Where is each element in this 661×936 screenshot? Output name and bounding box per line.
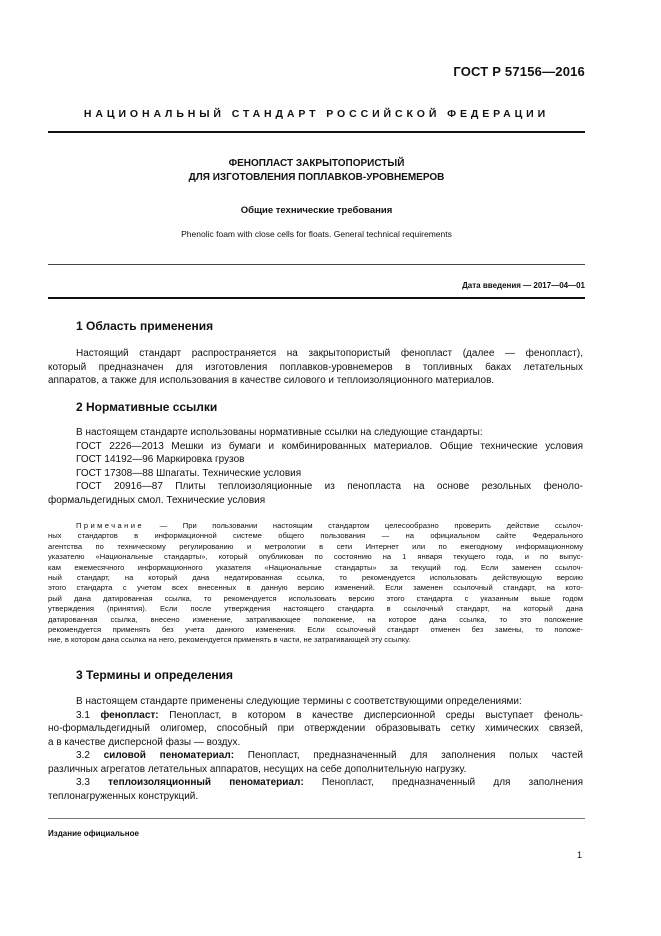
reference-item: ГОСТ 2226—2013 Мешки из бумаги и комбинированных материалов. Общие технические условия bbox=[76, 440, 583, 452]
note-line: датированная ссылка, внесено изменение, затрагивающее положение, на которое дана ссылка, то это положение bbox=[48, 614, 583, 624]
reference-item: формальдегидных смол. Технические условия bbox=[48, 494, 266, 506]
term-3-3-line bbox=[76, 776, 583, 790]
note-label: Примечание bbox=[76, 521, 144, 530]
term-3-1-line bbox=[76, 709, 583, 723]
title-line-2: ДЛЯ ИЗГОТОВЛЕНИЯ ПОПЛАВКОВ-УРОВНЕМЕРОВ bbox=[188, 172, 445, 183]
section-3-text bbox=[48, 695, 583, 803]
section-3-intro: В настоящем стандарте применены следующие термины с соответствующими определениями: bbox=[76, 696, 522, 707]
note-block bbox=[48, 521, 583, 646]
term-3-1-line: но-формальдегидный олигомер, способный при отверждении образовывать сетку химических связей, bbox=[48, 723, 583, 734]
term-name: фенопласт: bbox=[100, 709, 159, 721]
term-name: теплоизоляционный пеноматериал: bbox=[108, 777, 304, 788]
title-divider bbox=[48, 264, 585, 265]
document-code: ГОСТ Р 57156—2016 bbox=[453, 64, 585, 79]
term-definition: Пенопласт, предназначенный для заполнения полых частей bbox=[247, 750, 584, 761]
section-2-intro: В настоящем стандарте использованы нормативные ссылки на следующие стандарты: bbox=[76, 427, 483, 438]
note-line: ный стандарт, на который дана недатированная ссылка, то рекомендуется использовать действующую версию bbox=[48, 573, 583, 583]
document-subtitle: Общие технические требования bbox=[240, 205, 393, 216]
section-2-heading: 2 Нормативные ссылки bbox=[76, 400, 218, 414]
header-divider bbox=[48, 131, 585, 133]
term-3-2-line bbox=[76, 749, 583, 763]
page-number: 1 bbox=[576, 850, 582, 860]
national-standard-heading: НАЦИОНАЛЬНЫЙ СТАНДАРТ РОССИЙСКОЙ ФЕДЕРАЦИИ bbox=[83, 108, 550, 120]
section-1-line: который предназначен для изготовления поплавков-уровнемеров в топливных баках летательных bbox=[48, 361, 583, 373]
term-definition: Пенопласт, предназначенный для заполнения bbox=[321, 777, 583, 788]
section-1-line: аппаратов, а также для использования в качестве силового и теплоизоляционного материалов. bbox=[48, 375, 495, 386]
section-1-line: Настоящий стандарт распространяется на закрытопористый фенопласт (далее — фенопласт), bbox=[76, 348, 583, 359]
reference-item: ГОСТ 14192—96 Маркировка грузов bbox=[76, 454, 245, 465]
reference-item: ГОСТ 17308—88 Шпагаты. Технические условия bbox=[76, 467, 302, 479]
term-3-3-line: теплонагруженных конструкций. bbox=[48, 790, 199, 802]
reference-item: ГОСТ 20916—87 Плиты теплоизоляционные из пенопласта на основе резольных феноло- bbox=[76, 481, 583, 492]
note-line: этого стандарта с учетом всех внесенных в данную версию изменений. Если заменен ссылочный стандарт, на кото- bbox=[48, 583, 583, 593]
section-1-text bbox=[48, 347, 583, 388]
section-1-heading: 1 Область применения bbox=[76, 319, 214, 333]
document-title bbox=[48, 157, 585, 185]
note-line: утверждения (принятия). Если после утверждения настоящего стандарта в ссылочный стандарт, на который дана bbox=[48, 604, 583, 614]
section-2-text bbox=[48, 426, 583, 507]
term-number: 3.3 bbox=[76, 777, 90, 788]
term-3-2-line: различных агрегатов летательных аппаратов, несущих на себе дополнительную нагрузку. bbox=[48, 763, 467, 775]
title-line-1: ФЕНОПЛАСТ ЗАКРЫТОПОРИСТЫЙ bbox=[228, 158, 405, 169]
date-divider bbox=[48, 297, 585, 299]
note-line: рый дана датированная ссылка, то рекомендуется использовать версию этого стандарта с указанным выше годом bbox=[48, 593, 583, 603]
term-number: 3.1 bbox=[76, 709, 90, 721]
note-line: агентства по техническому регулированию и метрологии в сети Интернет или по ежегодному информационному bbox=[48, 541, 583, 551]
introduction-date: Дата введения — 2017—04—01 bbox=[462, 281, 585, 290]
term-number: 3.2 bbox=[76, 750, 90, 761]
note-line: ных стандартов в информационной системе общего пользования — на официальном сайте Федерального bbox=[48, 531, 583, 541]
note-line: указателю «Национальные стандарты», который опубликован по состоянию на 1 января текущего года, и по выпус- bbox=[48, 552, 583, 562]
section-3-heading: 3 Термины и определения bbox=[76, 668, 234, 682]
english-title: Phenolic foam with close cells for floats. General technical requirements bbox=[181, 229, 452, 239]
note-line: ние, в котором дана ссылка на него, рекомендуется применять в части, не затрагивающей эту ссылку. bbox=[48, 635, 411, 645]
note-line: рекомендуется применять без учета данного изменения. Если ссылочный стандарт отменен без замены, то положе- bbox=[48, 625, 583, 635]
term-name: силовой пеноматериал: bbox=[103, 750, 235, 761]
term-definition: Пенопласт, в котором в качестве дисперсионной среды выступает феноль- bbox=[169, 709, 583, 721]
official-edition-label: Издание официальное bbox=[48, 829, 139, 838]
note-line: кам ежемесячного информационного указателя «Национальные стандарты» за текущий год. Если заменен ссылоч- bbox=[48, 562, 583, 572]
footer-divider bbox=[48, 818, 585, 819]
term-3-1-line: а в качестве дисперсной фазы — воздух. bbox=[48, 736, 241, 748]
note-line bbox=[76, 521, 583, 531]
note-text: — При пользовании настоящим стандартом целесообразно проверить действие ссылоч- bbox=[159, 521, 583, 530]
